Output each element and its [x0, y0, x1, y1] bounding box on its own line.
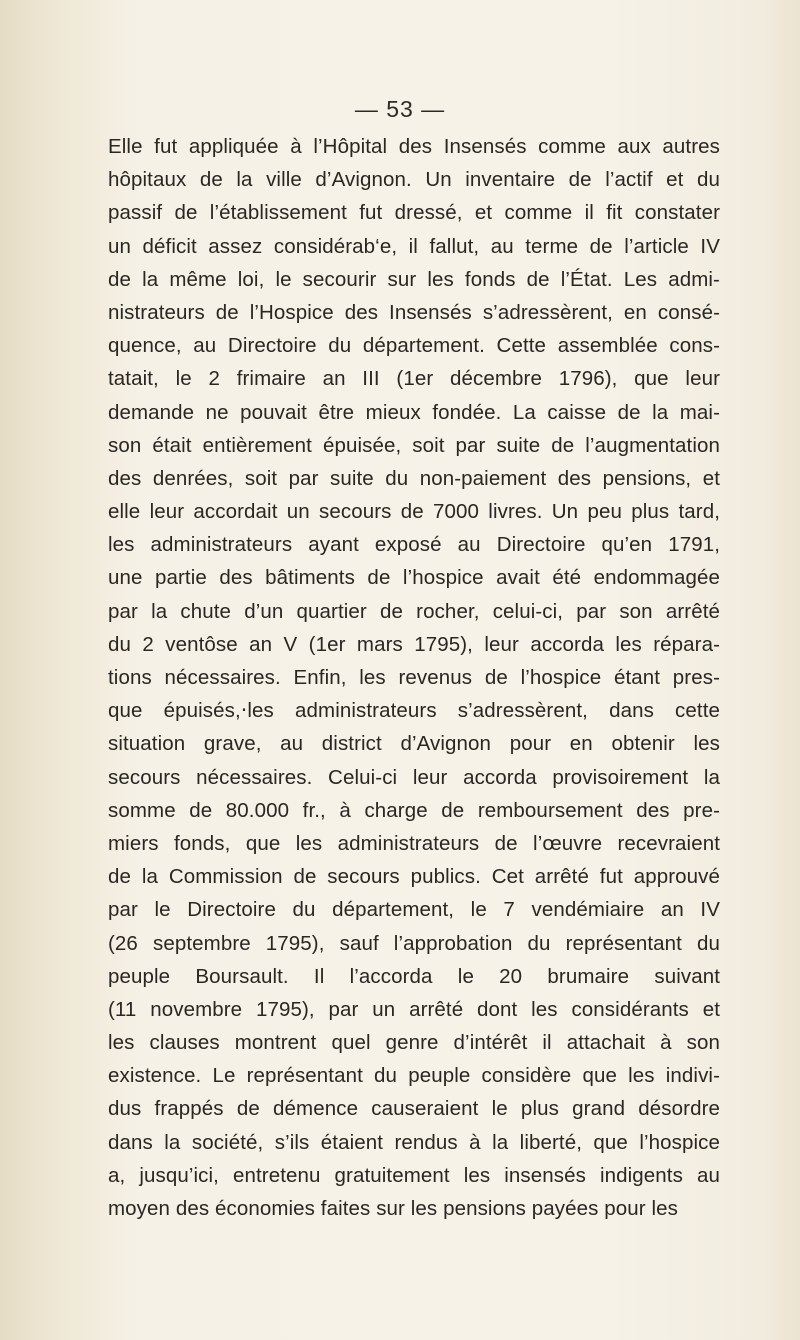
page-number: — 53 —	[354, 96, 446, 122]
text-line: un déficit assez considérab‘e, il fallut, au terme de l’article IV	[108, 234, 720, 258]
text-line: peuple Boursault. Il l’accorda le 20 brumaire suivant	[108, 964, 720, 988]
text-line: par la chute d’un quartier de rocher, celui-ci, par son arrêté	[108, 599, 720, 623]
text-line: a, jusqu’ici, entretenu gratuitement les insensés indigents au	[108, 1163, 720, 1187]
text-line: existence. Le représentant du peuple considère que les indivi-	[108, 1064, 720, 1088]
text-line: secours nécessaires. Celui-ci leur accorda provisoirement la	[108, 765, 720, 789]
text-line: nistrateurs de l’Hospice des Insensés s’adressèrent, en consé-	[108, 300, 720, 324]
text-line: demande ne pouvait être mieux fondée. La caisse de la mai-	[108, 400, 720, 424]
text-line: passif de l’établissement fut dressé, et comme il fit constater	[108, 201, 720, 225]
body-text	[108, 130, 720, 1225]
text-line: Elle fut appliquée à l’Hôpital des Insensés comme aux autres	[108, 135, 720, 158]
text-line: miers fonds, que les administrateurs de l’œuvre recevraient	[108, 831, 720, 855]
text-line: par le Directoire du département, le 7 vendémiaire an IV	[108, 898, 720, 922]
text-line: situation grave, au district d’Avignon pour en obtenir les	[108, 732, 720, 756]
text-line: hôpitaux de la ville d’Avignon. Un inventaire de l’actif et du	[108, 168, 720, 192]
text-line: (26 septembre 1795), sauf l’approbation du représentant du	[108, 931, 720, 955]
text-line: une partie des bâtiments de l’hospice avait été endommagée	[108, 566, 720, 590]
text-line: de la même loi, le secourir sur les fonds de l’État. Les admi-	[108, 267, 720, 291]
text-line: les administrateurs ayant exposé au Directoire qu’en 1791,	[108, 533, 720, 557]
text-line: elle leur accordait un secours de 7000 livres. Un peu plus tard,	[108, 500, 720, 524]
text-line: les clauses montrent quel genre d’intérêt il attachait à son	[108, 1031, 720, 1055]
text-line: tions nécessaires. Enfin, les revenus de l’hospice étant pres-	[108, 666, 720, 689]
text-line: dus frappés de démence causeraient le plus grand désordre	[108, 1097, 720, 1121]
text-line: de la Commission de secours publics. Cet arrêté fut approuvé	[108, 865, 720, 889]
text-line: que épuisés,‧les administrateurs s’adressèrent, dans cette	[108, 699, 720, 723]
text-line: du 2 ventôse an V (1er mars 1795), leur accorda les répara-	[108, 632, 720, 656]
text-line: somme de 80.000 fr., à charge de remboursement des pre-	[108, 798, 720, 822]
text-line: son était entièrement épuisée, soit par suite de l’augmentation	[108, 433, 720, 457]
text-line: des denrées, soit par suite du non-paiement des pensions, et	[108, 466, 720, 490]
text-line: quence, au Directoire du département. Cette assemblée cons-	[108, 334, 720, 358]
text-line: moyen des économies faites sur les pensions payées pour les	[108, 1197, 678, 1220]
text-line: tatait, le 2 frimaire an III (1er décembre 1796), que leur	[108, 367, 720, 391]
text-line: (11 novembre 1795), par un arrêté dont les considérants et	[108, 997, 720, 1021]
text-line: dans la société, s’ils étaient rendus à la liberté, que l’hospice	[108, 1130, 720, 1154]
